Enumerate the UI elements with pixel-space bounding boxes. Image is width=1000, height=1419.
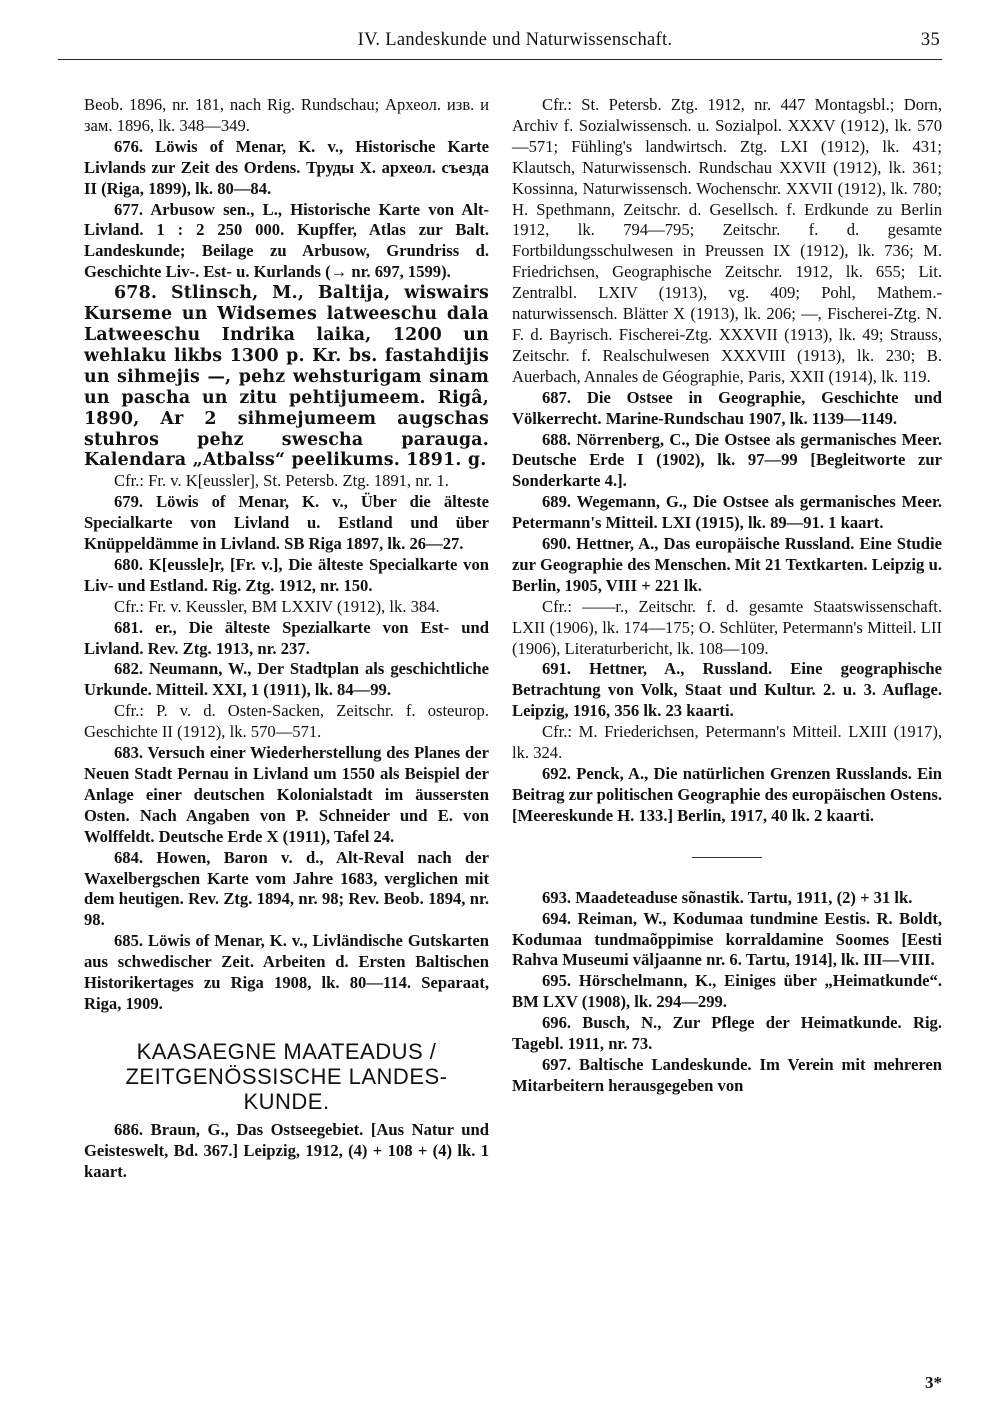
page-number: 35 — [920, 30, 940, 50]
entry-continuation: Beob. 1896, nr. 181, nach Rig. Rundschau; Археол. изв. и зам. 1896, lk. 348—349. — [84, 95, 489, 135]
entry-690: 690. Hettner, A., Das europäische Russland. Eine Studie zur Geographie des Menschen. Mit 21 Textkarten. Leipzig u. Berlin, 1905, VIII + 221 lk. — [512, 534, 942, 595]
entry-695: 695. Hörschelmann, K., Einiges über „Heimatkunde“. BM LXV (1908), lk. 294—299. — [512, 971, 942, 1012]
entry-692: 692. Penck, A., Die natürlichen Grenzen Russlands. Ein Beitrag zur politischen Geographie des europäischen Ostens. [Meereskunde H. 133.] Berlin, 1917, 40 lk. 2 kaarti. — [512, 764, 942, 825]
entry-676: 676. Löwis of Menar, K. v., Historische Karte Livlands zur Zeit des Ordens. Труды X. археол. съезда II (Riga, 1899), lk. 80—84. — [84, 136, 489, 198]
entry-683: 683. Versuch einer Wiederherstellung des Planes der Neuen Stadt Pernau in Livland um 1550 als Beispiel der Anlage einer deutschen Kolonialstadt im äussersten Osten. Nach Angaben von P. Schneider und E. von Wolffeldt. Deutsche Erde X (1911), Tafel 24. — [84, 743, 489, 846]
entry-689: 689. Wegemann, G., Die Ostsee als germanisches Meer. Petermann's Mitteil. LXI (1915), lk. 89—91. 1 kaart. — [512, 492, 942, 533]
entry-677: 677. Arbusow sen., L., Historische Karte von Alt-Livland. 1 : 2 250 000. Kupffer, Atlas zur Balt. Landeskunde; Beilage zu Arbusow, Grundriss d. Geschichte Liv-. Est- u. Kurlands (→ nr. 697, 1599). — [84, 199, 489, 282]
entry-678: 678. Stlinsch, M., Baltija, wiswairs Kurseme un Widsemes latweeschu dala Latweeschu Indrika laika, 1200 un wehlaku likbs 1300 p. Kr. bs. fastahdijis un sihmejis —, pehz wehsturigam sinam un pascha un zitu pehtijumeem. Rigâ, 1890, Ar 2 sihmejumeem augschas stuhros pehz swescha parauga. Kalendara „Atbalss“ peelikums. 1891. g. — [84, 283, 489, 471]
entry-687: 687. Die Ostsee in Geographie, Geschichte und Völkerrecht. Marine-Rundschau 1907, lk. 1139—1149. — [512, 387, 942, 428]
entry-694: 694. Reiman, W., Kodumaa tundmine Eestis. R. Boldt, Kodumaa tundmaõppimise korraldamine Soomes [Eesti Rahva Museumi väljaanne nr. 6. Tartu, 1914], lk. III—VIII. — [512, 908, 942, 970]
entry-680: 680. K[eussle]r, [Fr. v.], Die älteste Specialkarte von Liv- und Estland. Rig. Ztg. 1912, nr. 150. — [84, 554, 489, 595]
entry-686-cfr: Cfr.: St. Petersb. Ztg. 1912, nr. 447 Montagsbl.; Dorn, Archiv f. Sozialwissensch. u. Sozialpol. XXXV (1912), lk. 570—571; Fühling's landwirtsch. Ztg. LXI (1912), lk. 431; Klautsch, Naturwissensch. Rundschau XXVII (1912), lk. 361; Kossinna, Naturwissensch. Wochenschr. XXVII (1912), lk. 780; H. Spethmann, Zeitschr. d. Gesellsch. f. Erdkunde zu Berlin 1912, lk. 794—795; Zeitschr. f. d. gesamte Fortbildungsschulwesen in Preussen IX (1912), lk. 736; M. Friedrichsen, Geographische Zeitschr. 1912, lk. 655; Lit. Zentralbl. LXIV (1913), vg. 409; Pohl, Mathem.-naturwissensch. Blätter X (1913), lk. 206; —, Fischerei-Ztg. N. F. d. Bayrisch. Fischerei-Ztg. XXXVII (1913), lk. 49; Strauss, Zeitschr. f. Realschulwesen XXXVIII (1913), lk. 230; B. Auerbach, Annales de Géographie, Paris, XXII (1914), lk. 119. — [512, 95, 942, 386]
entry-691-cfr: Cfr.: M. Friederichsen, Petermann's Mitteil. LXIII (1917), lk. 324. — [512, 722, 942, 763]
entry-685: 685. Löwis of Menar, K. v., Livländische Gutskarten aus schwedischer Zeit. Arbeiten d. Ersten Baltischen Historikertages zu Riga 1908, lk. 80—114. Separaat, Riga, 1909. — [84, 931, 489, 1013]
entry-693: 693. Maadeteaduse sõnastik. Tartu, 1911, (2) + 31 lk. — [542, 887, 913, 907]
entry-690-cfr: Cfr.: ——r., Zeitschr. f. d. gesamte Staatswissenschaft. LXII (1906), lk. 174—175; O. Schlüter, Petermann's Mitteil. LII (1906), Literaturbericht, lk. 108—109. — [512, 596, 942, 658]
header-rule — [58, 59, 942, 60]
right-column — [512, 95, 942, 1097]
entry-691: 691. Hettner, A., Russland. Eine geographische Betrachtung von Volk, Staat und Kultur. 2. u. 3. Auflage. Leipzig, 1916, 356 lk. 23 kaarti. — [512, 659, 942, 721]
entry-684: 684. Howen, Baron v. d., Alt-Reval nach der Waxelbergschen Karte vom Jahre 1683, verglichen mit dem heutigen. Rev. Ztg. 1894, nr. 98; Rev. Beob. 1894, nr. 98. — [84, 847, 489, 930]
entry-697: 697. Baltische Landeskunde. Im Verein mit mehreren Mitarbeitern herausgegeben von — [512, 1054, 942, 1095]
entry-680-cfr: Cfr.: Fr. v. Keussler, BM LXXIV (1912), lk. 384. — [114, 596, 440, 616]
entry-682-cfr: Cfr.: P. v. d. Osten-Sacken, Zeitschr. f. osteurop. Geschichte II (1912), lk. 570—571. — [84, 701, 489, 742]
entry-682: 682. Neumann, W., Der Stadtplan als geschichtliche Urkunde. Mitteil. XXI, 1 (1911), lk. 84—99. — [84, 659, 489, 700]
section-title: KAASAEGNE MAATEADUS / ZEITGENÖSSISCHE LANDES-KUNDE. — [125, 1038, 448, 1114]
section-divider — [692, 857, 762, 858]
entry-679: 679. Löwis of Menar, K. v., Über die älteste Specialkarte von Livland u. Estland und über Knüppeldämme in Livland. SB Riga 1897, lk. 26—27. — [84, 492, 489, 554]
entry-696: 696. Busch, N., Zur Pflege der Heimatkunde. Rig. Tagebl. 1911, nr. 73. — [512, 1013, 942, 1054]
entry-688: 688. Nörrenberg, C., Die Ostsee als germanisches Meer. Deutsche Erde I (1902), lk. 97—99 [Begleitworte zur Sonderkarte 4.]. — [512, 429, 942, 491]
signature-mark: 3* — [925, 1373, 942, 1392]
left-column — [84, 95, 489, 1183]
entry-678-cfr: Cfr.: Fr. v. K[eussler], St. Petersb. Ztg. 1891, nr. 1. — [114, 471, 449, 491]
entry-686: 686. Braun, G., Das Ostseegebiet. [Aus Natur und Geisteswelt, Bd. 367.] Leipzig, 1912, (4) + 108 + (4) lk. 1 kaart. — [84, 1119, 489, 1181]
header-title: IV. Landeskunde und Naturwissenschaft. — [357, 30, 673, 50]
entry-681: 681. er., Die älteste Spezialkarte von Est- und Livland. Rev. Ztg. 1913, nr. 237. — [84, 617, 489, 658]
running-header — [90, 30, 940, 58]
